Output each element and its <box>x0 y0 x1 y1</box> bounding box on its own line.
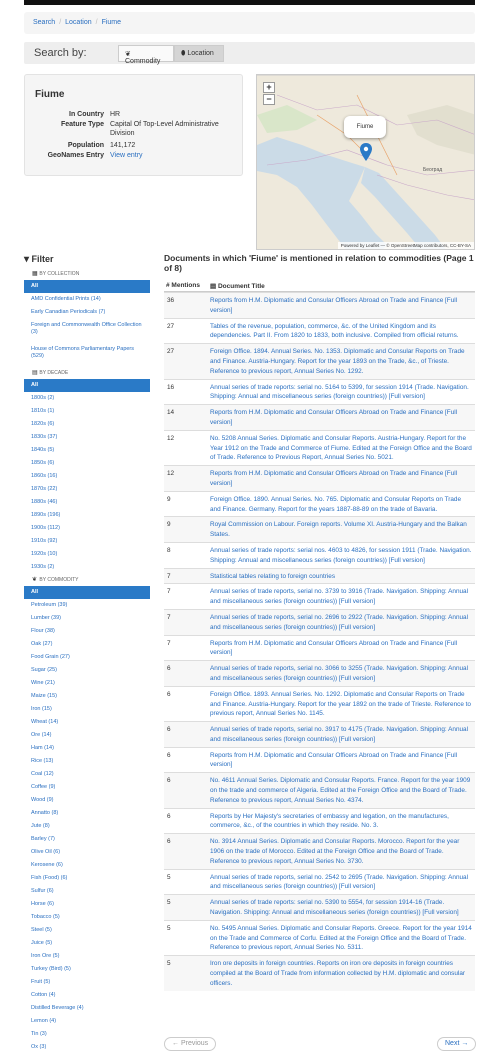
decade-item[interactable]: 1850s (6) <box>31 460 55 466</box>
table-row <box>164 491 475 517</box>
mentions-count: 9 <box>167 521 171 529</box>
commodity-item[interactable]: Lumber (39) <box>31 615 61 621</box>
title-column-label: Document Title <box>217 283 265 290</box>
document-link[interactable]: Foreign Office. 1893. Annual Series. No. 1292. Diplomatic and Consular Reports on Trade and Finance. Austria-Hungary. Report for the year 1892 on the trade of Trieste. Reference to previous report, Annual Series No. 1145. <box>210 690 471 718</box>
field-value: 141,172 <box>110 142 136 149</box>
section-label: BY COMMODITY <box>39 577 79 583</box>
commodity-item[interactable]: Distilled Beverage (4) <box>31 1005 84 1011</box>
document-link[interactable]: No. 3914 Annual Series. Diplomatic and Consular Reports. Morocco. Report for the year 1906 on the trade of Morocco. Edited at the Foreign Office and the Board of Trade. Reference to previous report, Annual Series No. 3730. <box>210 838 460 865</box>
location-button-label: Location <box>187 50 214 57</box>
mentions-count: 27 <box>167 322 175 330</box>
commodity-item[interactable]: Wheat (14) <box>31 719 59 725</box>
next-button[interactable]: Next → <box>437 1037 476 1051</box>
document-link[interactable]: Reports from H.M. Diplomatic and Consular Officers Abroad on Trade and Finance [Full version] <box>210 639 458 657</box>
document-link[interactable]: No. 5495 Annual Series. Diplomatic and Consular Reports. Greece. Report for the year 1914 on the Trade and Commerce of Corfu. Edited at the Foreign Office and the Board of Trade. Reference to previous report, Annual Series No. 5311. <box>210 924 472 952</box>
table-row <box>164 635 475 661</box>
document-link[interactable]: Annual series of trade reports: serial nos. 4603 to 4826, for session 1911 (Trade. Navigation. Shipping: Annual and miscellaneous series (foreign countries)) [Full version] <box>210 546 472 564</box>
table-row <box>164 869 475 895</box>
document-link[interactable]: Reports by Her Majesty's secretaries of embassy and legation, on the manufactures, commerce, &c., of the countries in which they reside. No. 3. <box>210 812 449 830</box>
table-row <box>164 772 475 807</box>
filter-icon: ▾ <box>24 254 30 265</box>
document-link[interactable]: Tables of the revenue, population, commerce, &c. of the United Kingdom and its dependencies. Part II. From 1820 to 1833, both inclusive. Compiled from official returns. <box>210 322 459 340</box>
mentions-count: 7 <box>167 572 171 580</box>
commodity-button-label: Commodity <box>125 58 161 65</box>
mentions-count: 8 <box>167 546 171 554</box>
map-attribution: Powered by Leaflet — © OpenStreetMap contributors, CC-BY-SA <box>338 242 474 249</box>
document-link[interactable]: Reports from H.M. Diplomatic and Consular Officers Abroad on Trade and Finance [Full version] <box>210 751 458 769</box>
filter-title: Filter <box>31 254 54 264</box>
mentions-count: 6 <box>167 838 171 846</box>
mentions-count: 9 <box>167 495 171 503</box>
section-label: BY COLLECTION <box>39 271 80 277</box>
breadcrumb-search[interactable]: Search <box>33 19 56 26</box>
mentions-count: 5 <box>167 924 171 932</box>
document-link[interactable]: Annual series of trade reports, serial no. 3917 to 4175 (Trade. Navigation. Shipping: Annual and miscellaneous series (foreign countries)) [Full version] <box>210 726 469 743</box>
leaf-icon: ❦ <box>32 577 38 583</box>
table-row <box>164 609 475 635</box>
map-popup: Fiume <box>344 116 386 138</box>
commodity-item[interactable]: Rice (13) <box>31 758 54 764</box>
table-row <box>164 686 475 721</box>
commodity-item[interactable]: Food Grain (27) <box>31 654 70 660</box>
table-row <box>164 318 475 344</box>
decade-item[interactable]: 1830s (37) <box>31 434 58 440</box>
section-collection <box>24 268 150 280</box>
table-row <box>164 721 475 747</box>
decade-item[interactable]: 1930s (2) <box>31 564 55 570</box>
field-value: HR <box>110 111 121 118</box>
place-title: Fiume <box>35 89 65 100</box>
collection-item[interactable]: AMD Confidential Prints (14) <box>31 296 101 302</box>
mentions-count: 6 <box>167 777 171 785</box>
table-row <box>164 343 475 378</box>
field-feature-type <box>35 120 240 140</box>
document-link[interactable]: Annual series of trade reports: serial no. 5390 to 5554, for session 1914-16 (Trade. Navigation. Shipping: Annual and miscellaneous series (foreign countries)) [Full version] <box>210 899 459 917</box>
geonames-link[interactable]: View entry <box>110 152 143 159</box>
commodity-item[interactable]: Cotton (4) <box>31 992 56 998</box>
documents-table <box>164 292 475 991</box>
table-row <box>164 404 475 430</box>
breadcrumb-location[interactable]: Location <box>65 19 92 26</box>
commodity-list <box>24 586 150 1054</box>
document-link[interactable]: Iron ore deposits in foreign countries. Reports on iron ore deposits in foreign countries compiled at the Board of Trade from information collected by H.M. diplomatic and consular officers. <box>210 960 466 987</box>
mentions-count: 7 <box>167 639 171 647</box>
table-row <box>164 430 475 465</box>
commodity-item[interactable]: Annatto (8) <box>31 810 59 816</box>
mentions-count: 12 <box>167 470 175 478</box>
table-row <box>164 920 475 955</box>
map-city-label: Београд <box>423 167 443 173</box>
document-link[interactable]: No. 5208 Annual Series. Diplomatic and Consular Reports. Austria-Hungary. Report for the Year 1912 on the Trade and Commerce of Fiume. Edited at the Foreign Office and the Board of Trade. Reference to Previous Report, Annual Series No. 5021. <box>210 434 472 462</box>
document-link[interactable]: Annual series of trade reports, serial no. 2696 to 2922 (Trade. Navigation. Shipping: Annual and miscellaneous series (foreign countries)) [Full version] <box>210 613 469 631</box>
decade-item[interactable]: 1800s (2) <box>31 395 55 401</box>
search-by-bar <box>24 42 475 64</box>
document-link[interactable]: Reports from H.M. Diplomatic and Consular Officers Abroad on Trade and Finance [Full version] <box>210 409 458 426</box>
document-link[interactable]: Annual series of trade reports, serial no. 3739 to 3916 (Trade. Navigation. Shipping: Annual and miscellaneous series (foreign countries)) [Full version] <box>210 588 469 606</box>
place-info-panel <box>24 74 243 176</box>
calendar-icon: ▤ <box>32 370 38 376</box>
document-link[interactable]: Foreign Office. 1890. Annual Series. No. 765. Diplomatic and Consular Reports on Trade and Finance. Germany. Report for the years 1887-88-89 on the trade of Bavaria. <box>210 495 462 513</box>
section-label: BY DECADE <box>39 370 69 376</box>
decade-item[interactable]: All <box>24 379 150 392</box>
document-link[interactable]: Annual series of trade reports, serial no. 3066 to 3255 (Trade. Navigation. Shipping: Annual and miscellaneous series (foreign countries)) [Full version] <box>210 665 469 682</box>
decade-item[interactable]: 1920s (10) <box>31 551 58 557</box>
document-link[interactable]: Royal Commission on Labour. Foreign reports. Volume XI. Austria-Hungary and the Balkan States. <box>210 521 467 539</box>
commodity-item[interactable]: Kerosene (6) <box>31 862 63 868</box>
mentions-count: 6 <box>167 726 171 734</box>
section-commodity <box>24 574 150 586</box>
field-country <box>35 110 240 119</box>
grid-icon: ▦ <box>32 271 38 277</box>
documents-heading: Documents in which 'Fiume' is mentioned in relation to commodities (Page 1 of 8) <box>164 253 474 273</box>
table-row <box>164 379 475 405</box>
filter-panel <box>24 268 150 1054</box>
commodity-item[interactable]: Tin (3) <box>31 1031 47 1037</box>
decade-item[interactable]: 1910s (92) <box>31 538 58 544</box>
document-link[interactable]: Statistical tables relating to foreign countries <box>210 572 336 580</box>
field-geonames <box>35 151 240 160</box>
mentions-column-header: # Mentions <box>166 282 200 289</box>
field-key: GeoNames Entry <box>47 152 104 159</box>
commodity-item[interactable]: Wine (21) <box>31 680 55 686</box>
document-icon: ▤ <box>210 283 217 290</box>
collection-item[interactable]: All <box>24 280 150 293</box>
commodity-item[interactable]: Maize (15) <box>31 693 57 699</box>
mentions-count: 6 <box>167 812 171 820</box>
decade-item[interactable]: 1870s (22) <box>31 486 58 492</box>
commodity-item[interactable]: Coal (12) <box>31 771 54 777</box>
mentions-count: 6 <box>167 751 171 759</box>
commodity-item[interactable]: Tobacco (5) <box>31 914 60 920</box>
commodity-item[interactable]: Olive Oil (6) <box>31 849 61 855</box>
table-row <box>164 833 475 868</box>
mentions-count: 16 <box>167 383 175 391</box>
mentions-count: 12 <box>167 434 175 442</box>
field-value: Capital Of Top-Level Administrative Division <box>110 121 219 137</box>
decade-item[interactable]: 1820s (6) <box>31 421 55 427</box>
document-link[interactable]: Reports from H.M. Diplomatic and Consular Officers Abroad on Trade and Finance [Full version] <box>210 297 458 314</box>
commodity-item[interactable]: Steel (5) <box>31 927 52 933</box>
map-tiles <box>257 75 475 250</box>
mentions-count: 7 <box>167 588 171 596</box>
table-row <box>164 660 475 686</box>
field-key: Feature Type <box>60 121 104 128</box>
top-navbar <box>24 0 475 5</box>
table-row <box>164 516 475 542</box>
table-row <box>164 292 475 318</box>
decade-item[interactable]: 1860s (16) <box>31 473 58 479</box>
mentions-count: 5 <box>167 899 171 907</box>
zoom-out-button[interactable]: − <box>263 94 275 105</box>
decade-item[interactable]: 1880s (46) <box>31 499 58 505</box>
table-row <box>164 808 475 834</box>
mentions-count: 6 <box>167 690 171 698</box>
document-link[interactable]: Foreign Office. 1894. Annual Series. No. 1353. Diplomatic and Consular Reports on Trade and Finance. Austria-Hungary. Report for the year 1893 on the Trade, &c., of Trieste. Reference to previous report, Annual Series No. 1292. <box>210 348 465 375</box>
map-marker-icon[interactable] <box>360 143 372 161</box>
commodity-item[interactable]: Jute (8) <box>31 823 50 829</box>
table-row <box>164 542 475 568</box>
document-link[interactable]: Annual series of trade reports, serial no. 2542 to 2695 (Trade. Navigation. Shipping: Annual and miscellaneous series (foreign countries)) [Full version] <box>210 873 469 891</box>
commodity-item[interactable]: Ox (3) <box>31 1044 47 1050</box>
field-key: In Country <box>69 111 104 118</box>
commodity-item[interactable]: Barley (7) <box>31 836 55 842</box>
mentions-count: 5 <box>167 873 171 881</box>
mentions-count: 7 <box>167 613 171 621</box>
search-by-label: Search by: <box>34 47 87 59</box>
document-link[interactable]: Annual series of trade reports: serial no. 5164 to 5399, for session 1914 (Trade. Navigation. Shipping: Annual and miscellaneous series (foreign countries)) [Full version] <box>210 383 469 401</box>
title-column-header <box>210 282 265 290</box>
commodity-item[interactable]: Sulfur (6) <box>31 888 54 894</box>
mentions-count: 36 <box>167 297 175 304</box>
commodity-item[interactable]: Fish (Food) (6) <box>31 875 68 881</box>
commodity-item[interactable]: Fruit (5) <box>31 979 51 985</box>
table-header <box>164 281 475 292</box>
table-row <box>164 747 475 773</box>
previous-button[interactable]: ← Previous <box>164 1037 216 1051</box>
table-row <box>164 894 475 920</box>
location-button[interactable] <box>174 45 224 62</box>
commodity-item[interactable]: Oak (27) <box>31 641 53 647</box>
collection-item[interactable]: Foreign and Commonwealth Office Collection (3) <box>31 322 142 335</box>
commodity-item[interactable]: Sugar (25) <box>31 667 57 673</box>
commodity-item[interactable]: Iron (15) <box>31 706 52 712</box>
mentions-count: 5 <box>167 960 171 968</box>
decade-item[interactable]: 1890s (196) <box>31 512 61 518</box>
breadcrumb: Search / Location / Fiume <box>24 12 475 34</box>
filter-heading <box>24 254 54 265</box>
commodity-item[interactable]: Coffee (9) <box>31 784 56 790</box>
decade-item[interactable]: 1840s (5) <box>31 447 55 453</box>
decade-list <box>24 379 150 574</box>
commodity-item[interactable]: Ham (14) <box>31 745 54 751</box>
commodity-item[interactable]: Petroleum (39) <box>31 602 68 608</box>
mentions-count: 6 <box>167 665 171 673</box>
field-key: Population <box>67 142 104 149</box>
location-map[interactable] <box>256 74 475 250</box>
commodity-item[interactable]: Juice (5) <box>31 940 53 946</box>
commodity-item[interactable]: All <box>24 586 150 599</box>
decade-item[interactable]: 1810s (1) <box>31 408 55 414</box>
leaf-icon: ❦ <box>125 51 131 58</box>
commodity-item[interactable]: Wood (9) <box>31 797 54 803</box>
document-link[interactable]: No. 4611 Annual Series. Diplomatic and Consular Reports. France. Report for the year 1909 on the trade and commerce of Algeria. Edited at the Foreign Office and the Board of Trade. Reference to previous report, Annual Series No. 4374. <box>210 777 471 804</box>
field-population <box>35 141 240 150</box>
document-link[interactable]: Reports from H.M. Diplomatic and Consular Officers Abroad on Trade and Finance [Full version] <box>210 470 458 487</box>
table-row <box>164 955 475 990</box>
table-row <box>164 465 475 491</box>
commodity-item[interactable]: Lemon (4) <box>31 1018 57 1024</box>
commodity-item[interactable]: Turkey (Bird) (5) <box>31 966 71 972</box>
decade-item[interactable]: 1900s (112) <box>31 525 60 531</box>
commodity-item[interactable]: Ore (14) <box>31 732 52 738</box>
commodity-item[interactable]: Iron Ore (5) <box>31 953 60 959</box>
table-row <box>164 583 475 609</box>
mentions-count: 14 <box>167 409 175 417</box>
section-decade <box>24 367 150 379</box>
mentions-count: 27 <box>167 348 175 356</box>
commodity-item[interactable]: Flour (38) <box>31 628 55 634</box>
breadcrumb-current: Fiume <box>101 19 122 26</box>
commodity-item[interactable]: Horse (6) <box>31 901 54 907</box>
collection-item[interactable]: Early Canadian Periodicals (7) <box>31 309 106 315</box>
table-row <box>164 568 475 584</box>
map-marker-icon: ⬮ <box>181 50 186 57</box>
collection-item[interactable]: House of Commons Parliamentary Papers (529) <box>31 346 135 359</box>
zoom-in-button[interactable]: + <box>263 82 275 93</box>
commodity-button[interactable] <box>118 45 174 65</box>
